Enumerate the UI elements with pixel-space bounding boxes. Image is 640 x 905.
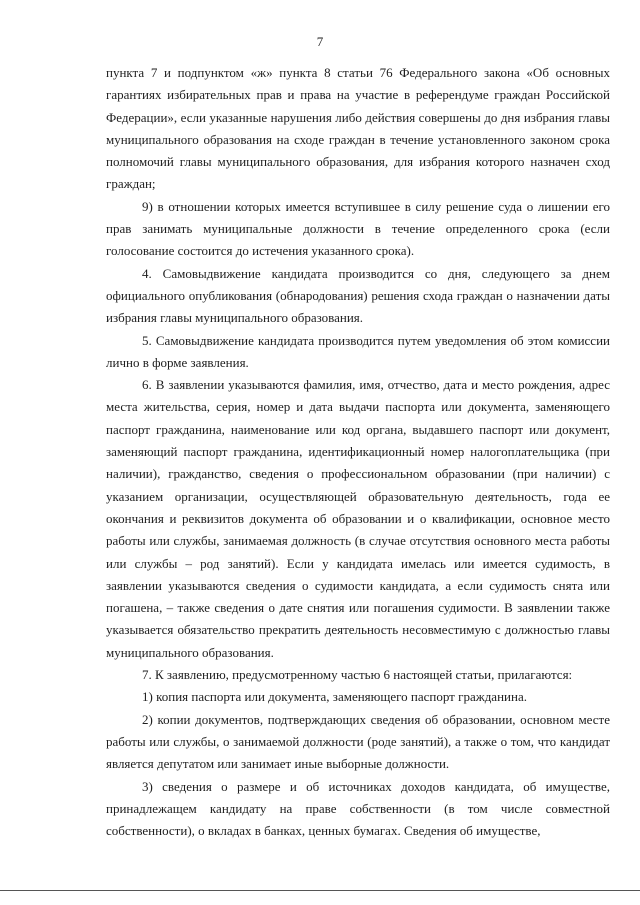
paragraph-part-7: 7. К заявлению, предусмотренному частью 6 настоящей статьи, прилагаются: [142,667,573,683]
paragraph-part-7-item-1: 1) копия паспорта или документа, заменяющего паспорт гражданина. [142,689,527,705]
paragraph-part-4: 4. Самовыдвижение кандидата производится со дня, следующего за днем официального опубликования (обнародования) решения схода граждан о назначении даты избрания главы муниципального образования. [106,265,610,326]
paragraph-item-9: 9) в отношении которых имеется вступившее в силу решение суда о лишении его прав занимать муниципальные должности в течение определенного срока (если голосование состоится до истечения указанного срока). [106,198,610,259]
document-body [106,62,610,842]
paragraph-part-5: 5. Самовыдвижение кандидата производится путем уведомления об этом комиссии лично в форме заявления. [106,332,610,370]
bottom-rule [0,890,640,891]
paragraph-part-6: 6. В заявлении указываются фамилия, имя, отчество, дата и место рождения, адрес места жительства, серия, номер и дата выдачи паспорта или документа, заменяющего паспорт гражданина, наименование или код органа, выдавшего паспорт или документ, заменяющий паспорт гражданина, идентификационный номер налогоплательщика (при наличии), гражданство, сведения о профессиональном образовании (при наличии) с указанием организации, осуществляющей образовательную деятельность, года ее окончания и реквизитов документа об образовании и о квалификации, основное место работы или службы, занимаемая должность (в случае отсутствия основного места работы или службы – род занятий). Если у кандидата имелась или имеется судимость, в заявлении указываются сведения о судимости кандидата, а если судимость снята или погашена, – также сведения о дате снятия или погашения судимости. В заявлении также указывается обязательство прекратить деятельность несовместимую с должностью главы муниципального образования. [106,377,610,660]
paragraph-continuation: пункта 7 и подпунктом «ж» пункта 8 статьи 76 Федерального закона «Об основных гарантиях избирательных прав и права на участие в референдуме граждан Российской Федерации», если указанные нарушения либо действия совершены до дня избрания главы муниципального образования на сходе граждан в течение установленного законом срока полномочий главы муниципального образования, для избрания которого назначен сход граждан; [106,65,610,192]
paragraph-part-7-item-2: 2) копии документов, подтверждающих сведения об образовании, основном месте работы или службы, о занимаемой должности (роде занятий), а также о том, что кандидат является депутатом или занимает иные выборные должности. [106,711,610,772]
paragraph-part-7-item-3: 3) сведения о размере и об источниках доходов кандидата, об имуществе, принадлежащем кандидату на праве собственности (в том числе совместной собственности), о вкладах в банках, ценных бумагах. Сведения об имуществе, [106,778,610,839]
page-number: 7 [316,34,324,49]
